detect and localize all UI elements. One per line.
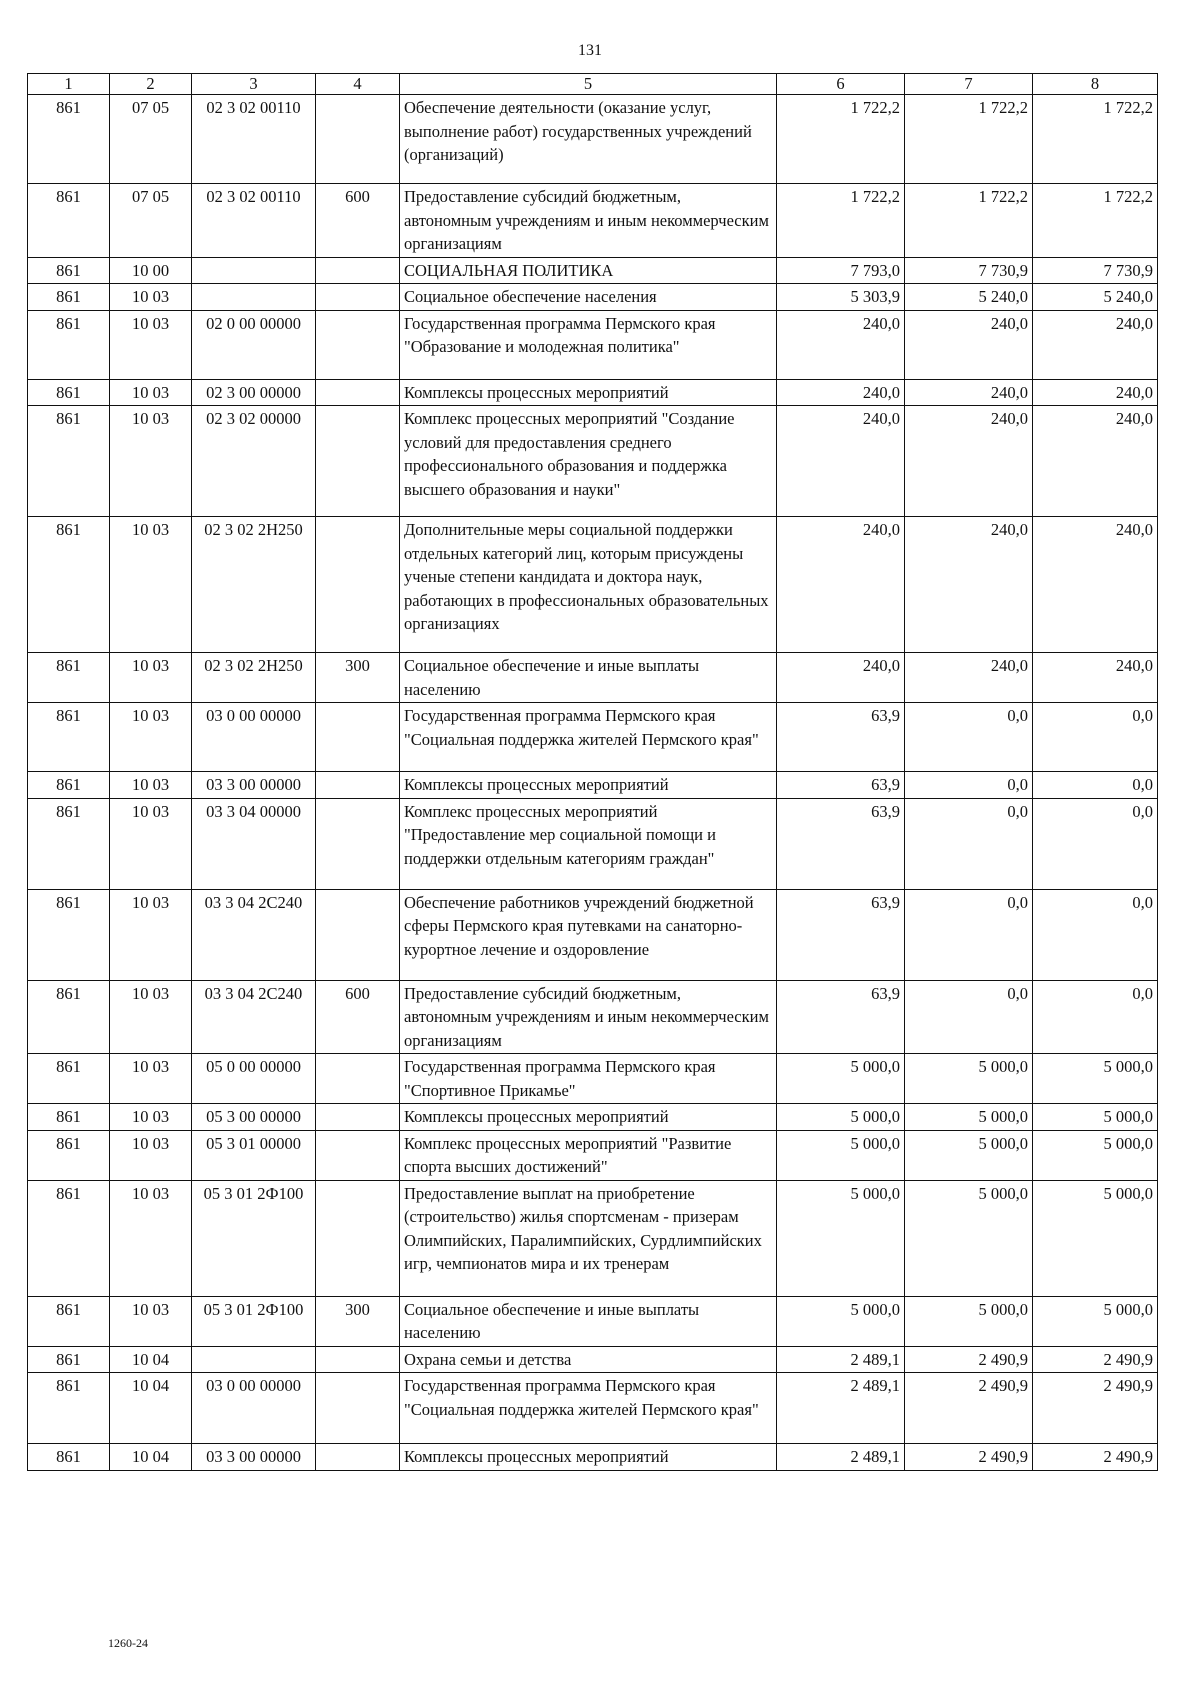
- section-code-cell: 10 00: [110, 257, 192, 284]
- column-numbers-row: [28, 74, 1158, 95]
- admin-code-cell: 861: [28, 284, 110, 311]
- expense-type-cell: [316, 1346, 400, 1373]
- section-code-cell: 10 04: [110, 1373, 192, 1444]
- amount-year1-cell: 63,9: [777, 703, 905, 772]
- table-row: [28, 257, 1158, 284]
- amount-year1-cell: 2 489,1: [777, 1444, 905, 1471]
- section-code-cell: 10 03: [110, 517, 192, 653]
- admin-code-cell: 861: [28, 310, 110, 379]
- admin-code-cell: 861: [28, 980, 110, 1054]
- target-article-cell: 02 3 02 2Н250: [192, 653, 316, 703]
- section-code-cell: 10 03: [110, 798, 192, 889]
- amount-year3-cell: 0,0: [1033, 703, 1158, 772]
- amount-year2-cell: 240,0: [905, 310, 1033, 379]
- admin-code-cell: 861: [28, 1346, 110, 1373]
- amount-year1-cell: 5 303,9: [777, 284, 905, 311]
- table-row: [28, 184, 1158, 258]
- admin-code-cell: 861: [28, 1444, 110, 1471]
- amount-year3-cell: 5 000,0: [1033, 1130, 1158, 1180]
- description-cell: Комплексы процессных мероприятий: [400, 379, 777, 406]
- table-row: [28, 1180, 1158, 1296]
- table-row: [28, 798, 1158, 889]
- description-cell: Охрана семьи и детства: [400, 1346, 777, 1373]
- table-row: [28, 980, 1158, 1054]
- target-article-cell: 05 3 00 00000: [192, 1104, 316, 1131]
- description-cell: Комплекс процессных мероприятий "Создание условий для предоставления среднего профессионального образования и поддержка высшего образования и науки": [400, 406, 777, 517]
- target-article-cell: 03 0 00 00000: [192, 1373, 316, 1444]
- admin-code-cell: 861: [28, 798, 110, 889]
- amount-year1-cell: 240,0: [777, 406, 905, 517]
- description-cell: Комплекс процессных мероприятий "Предоставление мер социальной помощи и поддержки отдельным категориям граждан": [400, 798, 777, 889]
- amount-year2-cell: 240,0: [905, 379, 1033, 406]
- amount-year3-cell: 240,0: [1033, 517, 1158, 653]
- amount-year3-cell: 0,0: [1033, 980, 1158, 1054]
- amount-year1-cell: 63,9: [777, 798, 905, 889]
- description-cell: Социальное обеспечение населения: [400, 284, 777, 311]
- table-row: [28, 284, 1158, 311]
- expense-type-cell: 600: [316, 184, 400, 258]
- amount-year3-cell: 240,0: [1033, 653, 1158, 703]
- description-cell: Государственная программа Пермского края "Социальная поддержка жителей Пермского края": [400, 703, 777, 772]
- target-article-cell: 05 3 01 00000: [192, 1130, 316, 1180]
- expense-type-cell: [316, 1054, 400, 1104]
- amount-year3-cell: 5 000,0: [1033, 1104, 1158, 1131]
- amount-year1-cell: 5 000,0: [777, 1104, 905, 1131]
- admin-code-cell: 861: [28, 95, 110, 184]
- expense-type-cell: 300: [316, 653, 400, 703]
- column-header: 2: [110, 74, 192, 95]
- description-cell: Государственная программа Пермского края "Спортивное Прикамье": [400, 1054, 777, 1104]
- table-row: [28, 310, 1158, 379]
- amount-year1-cell: 2 489,1: [777, 1373, 905, 1444]
- admin-code-cell: 861: [28, 772, 110, 799]
- amount-year1-cell: 240,0: [777, 379, 905, 406]
- admin-code-cell: 861: [28, 703, 110, 772]
- amount-year1-cell: 1 722,2: [777, 95, 905, 184]
- amount-year1-cell: 63,9: [777, 980, 905, 1054]
- amount-year2-cell: 0,0: [905, 703, 1033, 772]
- target-article-cell: 05 3 01 2Ф100: [192, 1180, 316, 1296]
- amount-year2-cell: 0,0: [905, 798, 1033, 889]
- amount-year1-cell: 5 000,0: [777, 1054, 905, 1104]
- amount-year2-cell: 5 000,0: [905, 1296, 1033, 1346]
- column-header: 3: [192, 74, 316, 95]
- amount-year1-cell: 5 000,0: [777, 1180, 905, 1296]
- admin-code-cell: 861: [28, 379, 110, 406]
- section-code-cell: 10 03: [110, 1104, 192, 1131]
- description-cell: Социальное обеспечение и иные выплаты населению: [400, 653, 777, 703]
- admin-code-cell: 861: [28, 653, 110, 703]
- expense-type-cell: [316, 889, 400, 980]
- table-row: [28, 379, 1158, 406]
- table-row: [28, 406, 1158, 517]
- section-code-cell: 07 05: [110, 184, 192, 258]
- amount-year1-cell: 5 000,0: [777, 1130, 905, 1180]
- table-row: [28, 1130, 1158, 1180]
- column-header: 1: [28, 74, 110, 95]
- amount-year1-cell: 240,0: [777, 310, 905, 379]
- section-code-cell: 10 03: [110, 1180, 192, 1296]
- amount-year2-cell: 2 490,9: [905, 1346, 1033, 1373]
- amount-year2-cell: 0,0: [905, 772, 1033, 799]
- amount-year1-cell: 2 489,1: [777, 1346, 905, 1373]
- admin-code-cell: 861: [28, 1180, 110, 1296]
- section-code-cell: 07 05: [110, 95, 192, 184]
- admin-code-cell: 861: [28, 517, 110, 653]
- section-code-cell: 10 03: [110, 980, 192, 1054]
- description-cell: Государственная программа Пермского края "Образование и молодежная политика": [400, 310, 777, 379]
- section-code-cell: 10 03: [110, 1296, 192, 1346]
- expense-type-cell: [316, 1104, 400, 1131]
- amount-year3-cell: 0,0: [1033, 772, 1158, 799]
- section-code-cell: 10 03: [110, 379, 192, 406]
- table-row: [28, 517, 1158, 653]
- admin-code-cell: 861: [28, 1130, 110, 1180]
- description-cell: Обеспечение работников учреждений бюджетной сферы Пермского края путевками на санаторно-курортное лечение и оздоровление: [400, 889, 777, 980]
- amount-year3-cell: 1 722,2: [1033, 184, 1158, 258]
- target-article-cell: 03 3 04 00000: [192, 798, 316, 889]
- amount-year2-cell: 0,0: [905, 980, 1033, 1054]
- amount-year1-cell: 63,9: [777, 772, 905, 799]
- amount-year3-cell: 0,0: [1033, 798, 1158, 889]
- amount-year3-cell: 7 730,9: [1033, 257, 1158, 284]
- expense-type-cell: 600: [316, 980, 400, 1054]
- admin-code-cell: 861: [28, 1296, 110, 1346]
- expense-type-cell: [316, 379, 400, 406]
- target-article-cell: 03 0 00 00000: [192, 703, 316, 772]
- amount-year3-cell: 5 000,0: [1033, 1180, 1158, 1296]
- table-row: [28, 1444, 1158, 1471]
- admin-code-cell: 861: [28, 257, 110, 284]
- description-cell: Предоставление субсидий бюджетным, автономным учреждениям и иным некоммерческим организациям: [400, 980, 777, 1054]
- amount-year1-cell: 7 793,0: [777, 257, 905, 284]
- budget-table: [27, 73, 1158, 1471]
- amount-year2-cell: 1 722,2: [905, 184, 1033, 258]
- amount-year2-cell: 240,0: [905, 406, 1033, 517]
- expense-type-cell: [316, 406, 400, 517]
- table-row: [28, 1373, 1158, 1444]
- amount-year2-cell: 5 000,0: [905, 1054, 1033, 1104]
- amount-year1-cell: 63,9: [777, 889, 905, 980]
- amount-year3-cell: 5 000,0: [1033, 1054, 1158, 1104]
- admin-code-cell: 861: [28, 406, 110, 517]
- admin-code-cell: 861: [28, 1054, 110, 1104]
- description-cell: Дополнительные меры социальной поддержки отдельных категорий лиц, которым присуждены ученые степени кандидата и доктора наук, работающих в профессиональных образовательных организациях: [400, 517, 777, 653]
- expense-type-cell: [316, 798, 400, 889]
- target-article-cell: 05 0 00 00000: [192, 1054, 316, 1104]
- amount-year3-cell: 240,0: [1033, 406, 1158, 517]
- target-article-cell: 02 3 02 2Н250: [192, 517, 316, 653]
- amount-year3-cell: 5 000,0: [1033, 1296, 1158, 1346]
- table-row: [28, 95, 1158, 184]
- expense-type-cell: [316, 517, 400, 653]
- expense-type-cell: [316, 1180, 400, 1296]
- section-code-cell: 10 04: [110, 1444, 192, 1471]
- admin-code-cell: 861: [28, 1373, 110, 1444]
- description-cell: Комплекс процессных мероприятий "Развитие спорта высших достижений": [400, 1130, 777, 1180]
- amount-year2-cell: 0,0: [905, 889, 1033, 980]
- admin-code-cell: 861: [28, 1104, 110, 1131]
- table-row: [28, 1104, 1158, 1131]
- expense-type-cell: 300: [316, 1296, 400, 1346]
- section-code-cell: 10 03: [110, 406, 192, 517]
- section-code-cell: 10 03: [110, 1130, 192, 1180]
- column-header: 5: [400, 74, 777, 95]
- section-code-cell: 10 04: [110, 1346, 192, 1373]
- target-article-cell: 02 3 02 00110: [192, 184, 316, 258]
- amount-year2-cell: 5 000,0: [905, 1104, 1033, 1131]
- target-article-cell: [192, 257, 316, 284]
- section-code-cell: 10 03: [110, 284, 192, 311]
- target-article-cell: 03 3 04 2С240: [192, 889, 316, 980]
- table-row: [28, 1346, 1158, 1373]
- amount-year2-cell: 2 490,9: [905, 1373, 1033, 1444]
- table-body: [28, 74, 1158, 1471]
- target-article-cell: [192, 1346, 316, 1373]
- description-cell: Комплексы процессных мероприятий: [400, 772, 777, 799]
- target-article-cell: 02 3 02 00110: [192, 95, 316, 184]
- target-article-cell: 05 3 01 2Ф100: [192, 1296, 316, 1346]
- description-cell: СОЦИАЛЬНАЯ ПОЛИТИКА: [400, 257, 777, 284]
- column-header: 8: [1033, 74, 1158, 95]
- expense-type-cell: [316, 772, 400, 799]
- description-cell: Государственная программа Пермского края "Социальная поддержка жителей Пермского края": [400, 1373, 777, 1444]
- column-header: 7: [905, 74, 1033, 95]
- expense-type-cell: [316, 703, 400, 772]
- section-code-cell: 10 03: [110, 772, 192, 799]
- expense-type-cell: [316, 284, 400, 311]
- table-row: [28, 703, 1158, 772]
- expense-type-cell: [316, 1130, 400, 1180]
- document-code: 1260-24: [108, 1636, 148, 1650]
- amount-year2-cell: 1 722,2: [905, 95, 1033, 184]
- expense-type-cell: [316, 1373, 400, 1444]
- section-code-cell: 10 03: [110, 703, 192, 772]
- amount-year3-cell: 240,0: [1033, 379, 1158, 406]
- amount-year2-cell: 7 730,9: [905, 257, 1033, 284]
- amount-year2-cell: 2 490,9: [905, 1444, 1033, 1471]
- amount-year2-cell: 240,0: [905, 653, 1033, 703]
- admin-code-cell: 861: [28, 889, 110, 980]
- description-cell: Комплексы процессных мероприятий: [400, 1104, 777, 1131]
- amount-year3-cell: 0,0: [1033, 889, 1158, 980]
- target-article-cell: 02 0 00 00000: [192, 310, 316, 379]
- section-code-cell: 10 03: [110, 889, 192, 980]
- table-row: [28, 1054, 1158, 1104]
- column-header: 6: [777, 74, 905, 95]
- amount-year3-cell: 2 490,9: [1033, 1373, 1158, 1444]
- amount-year2-cell: 240,0: [905, 517, 1033, 653]
- description-cell: Комплексы процессных мероприятий: [400, 1444, 777, 1471]
- amount-year2-cell: 5 240,0: [905, 284, 1033, 311]
- section-code-cell: 10 03: [110, 653, 192, 703]
- expense-type-cell: [316, 310, 400, 379]
- table-row: [28, 889, 1158, 980]
- target-article-cell: 02 3 00 00000: [192, 379, 316, 406]
- target-article-cell: [192, 284, 316, 311]
- table-row: [28, 772, 1158, 799]
- target-article-cell: 03 3 00 00000: [192, 772, 316, 799]
- description-cell: Социальное обеспечение и иные выплаты населению: [400, 1296, 777, 1346]
- amount-year3-cell: 2 490,9: [1033, 1346, 1158, 1373]
- target-article-cell: 03 3 04 2С240: [192, 980, 316, 1054]
- description-cell: Обеспечение деятельности (оказание услуг, выполнение работ) государственных учреждений (организаций): [400, 95, 777, 184]
- target-article-cell: 03 3 00 00000: [192, 1444, 316, 1471]
- expense-type-cell: [316, 95, 400, 184]
- amount-year1-cell: 5 000,0: [777, 1296, 905, 1346]
- target-article-cell: 02 3 02 00000: [192, 406, 316, 517]
- section-code-cell: 10 03: [110, 1054, 192, 1104]
- description-cell: Предоставление субсидий бюджетным, автономным учреждениям и иным некоммерческим организациям: [400, 184, 777, 258]
- page-number: 131: [578, 42, 602, 59]
- amount-year2-cell: 5 000,0: [905, 1130, 1033, 1180]
- amount-year3-cell: 2 490,9: [1033, 1444, 1158, 1471]
- table-row: [28, 1296, 1158, 1346]
- amount-year1-cell: 240,0: [777, 653, 905, 703]
- table-row: [28, 653, 1158, 703]
- amount-year3-cell: 5 240,0: [1033, 284, 1158, 311]
- description-cell: Предоставление выплат на приобретение (строительство) жилья спортсменам - призерам Олимпийских, Паралимпийских, Сурдлимпийских игр, чемпионатов мира и их тренерам: [400, 1180, 777, 1296]
- section-code-cell: 10 03: [110, 310, 192, 379]
- amount-year1-cell: 240,0: [777, 517, 905, 653]
- amount-year1-cell: 1 722,2: [777, 184, 905, 258]
- expense-type-cell: [316, 1444, 400, 1471]
- expense-type-cell: [316, 257, 400, 284]
- amount-year3-cell: 1 722,2: [1033, 95, 1158, 184]
- admin-code-cell: 861: [28, 184, 110, 258]
- amount-year2-cell: 5 000,0: [905, 1180, 1033, 1296]
- amount-year3-cell: 240,0: [1033, 310, 1158, 379]
- column-header: 4: [316, 74, 400, 95]
